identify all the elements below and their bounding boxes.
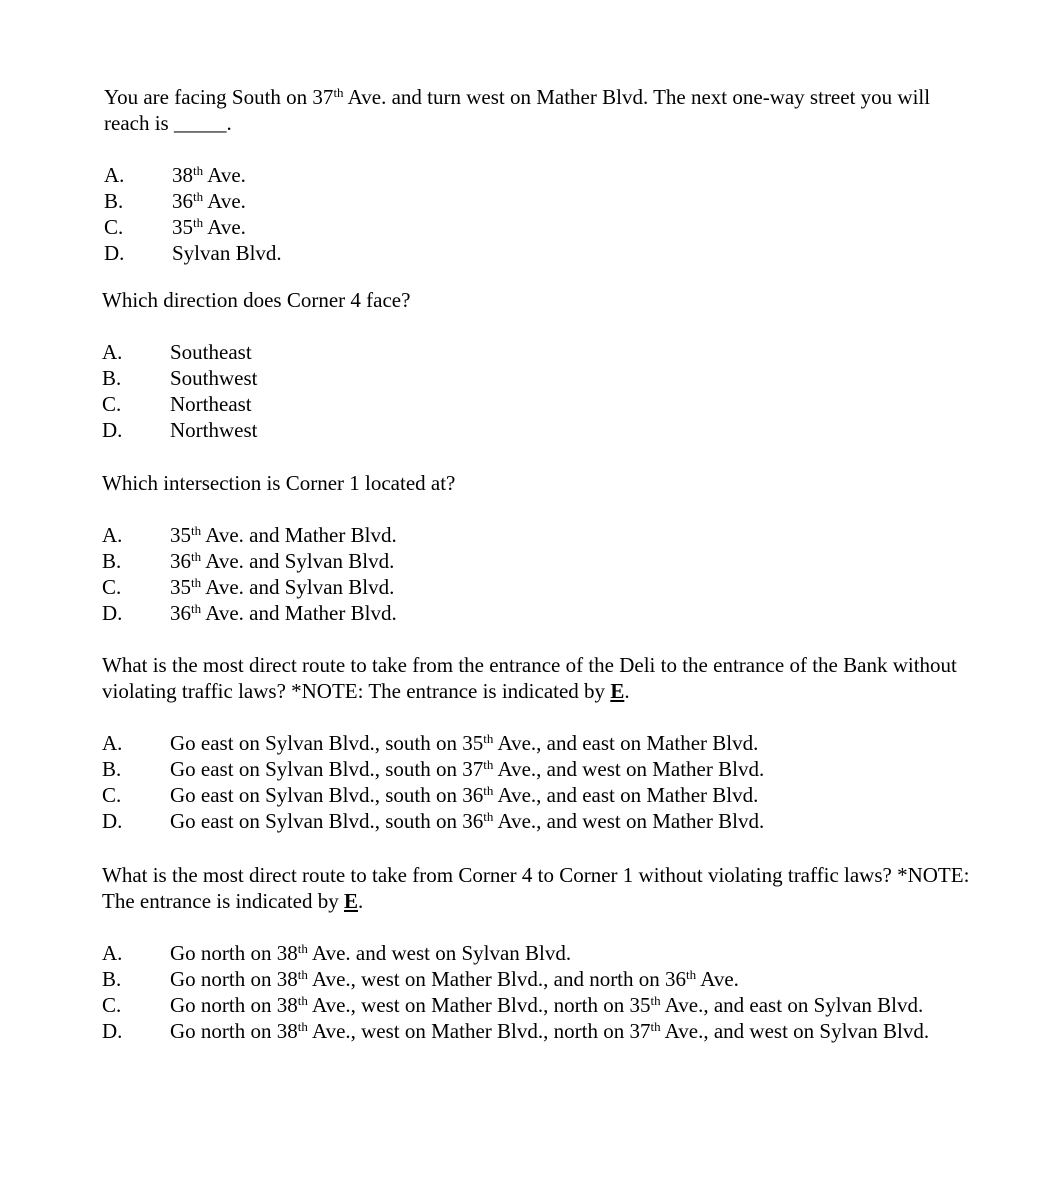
- answer-option[interactable]: [102, 782, 972, 808]
- question-stem: [102, 470, 972, 496]
- text-segment: .: [624, 679, 630, 703]
- option-text: [170, 808, 972, 834]
- text-segment: 35: [170, 575, 191, 599]
- option-letter: B.: [102, 366, 122, 390]
- entrance-marker: E: [610, 679, 625, 703]
- option-letter: A.: [104, 163, 125, 187]
- text-segment: Which intersection is Corner 1 located at?: [102, 471, 456, 495]
- text-segment: Northeast: [170, 392, 252, 416]
- answer-option[interactable]: [102, 548, 972, 574]
- superscript: th: [297, 993, 308, 1008]
- superscript: th: [297, 941, 308, 956]
- text-segment: Sylvan Blvd.: [172, 241, 282, 265]
- text-segment: Ave. and west on Sylvan Blvd.: [307, 941, 572, 965]
- answer-option[interactable]: [104, 162, 944, 188]
- option-letter: D.: [102, 1019, 123, 1043]
- superscript: th: [191, 549, 202, 564]
- text-segment: Go east on Sylvan Blvd., south on 37: [170, 757, 484, 781]
- answer-option[interactable]: [102, 339, 972, 365]
- text-segment: 36: [172, 189, 193, 213]
- option-letter: A.: [102, 340, 123, 364]
- text-segment: Northwest: [170, 418, 258, 442]
- option-letter: A.: [102, 731, 123, 755]
- entrance-marker: E: [343, 889, 358, 913]
- answer-option[interactable]: [102, 522, 972, 548]
- text-segment: Go north on 38: [170, 941, 298, 965]
- text-segment: Ave., and west on Mather Blvd.: [493, 809, 765, 833]
- text-segment: Ave., and east on Sylvan Blvd.: [660, 993, 924, 1017]
- question-stem: [102, 652, 972, 704]
- option-text: [170, 365, 972, 391]
- superscript: th: [686, 967, 697, 982]
- text-segment: Ave. and Mather Blvd.: [201, 523, 397, 547]
- option-text: [172, 240, 944, 266]
- answer-option[interactable]: [102, 756, 972, 782]
- question-4: [102, 652, 972, 834]
- option-text: [170, 782, 972, 808]
- text-segment: Ave., west on Mather Blvd., north on 35: [307, 993, 651, 1017]
- text-segment: Ave., and west on Mather Blvd.: [493, 757, 765, 781]
- option-text: [170, 730, 972, 756]
- option-text: [170, 966, 972, 992]
- option-letter: D.: [104, 241, 125, 265]
- option-text: [170, 600, 972, 626]
- answer-option[interactable]: [102, 391, 972, 417]
- answer-option[interactable]: [102, 730, 972, 756]
- text-segment: What is the most direct route to take from the entrance of the Deli to the entrance of the Bank without violating traffic laws? *NOTE: The entrance is indicated by: [102, 653, 957, 703]
- superscript: th: [191, 523, 202, 538]
- text-segment: Which direction does Corner 4 face?: [102, 288, 411, 312]
- option-letter: B.: [102, 757, 122, 781]
- option-text: [172, 162, 944, 188]
- superscript: th: [193, 189, 204, 204]
- answer-options: [102, 339, 972, 443]
- answer-option[interactable]: [102, 417, 972, 443]
- answer-options: [104, 162, 944, 266]
- text-segment: 35: [172, 215, 193, 239]
- text-segment: Ave.: [203, 189, 246, 213]
- text-segment: Ave., and west on Sylvan Blvd.: [660, 1019, 930, 1043]
- option-text: [170, 1018, 972, 1044]
- superscript: th: [297, 1019, 308, 1034]
- option-text: [170, 992, 972, 1018]
- option-letter: B.: [104, 189, 124, 213]
- text-segment: Go north on 38: [170, 967, 298, 991]
- superscript: th: [193, 215, 204, 230]
- option-text: [170, 756, 972, 782]
- option-letter: A.: [102, 523, 123, 547]
- option-text: [170, 391, 972, 417]
- question-stem: [104, 84, 944, 136]
- option-letter: C.: [104, 215, 124, 239]
- superscript: th: [191, 601, 202, 616]
- option-letter: C.: [102, 392, 122, 416]
- answer-option[interactable]: [104, 214, 944, 240]
- superscript: th: [191, 575, 202, 590]
- text-segment: What is the most direct route to take from Corner 4 to Corner 1 without violating traffic laws? *NOTE: The entrance is indicated by: [102, 863, 970, 913]
- question-2: [102, 287, 972, 443]
- option-letter: D.: [102, 601, 123, 625]
- question-1: [104, 84, 944, 266]
- option-text: [170, 339, 972, 365]
- option-text: [170, 522, 972, 548]
- text-segment: You are facing South on 37: [104, 85, 334, 109]
- option-letter: B.: [102, 549, 122, 573]
- text-segment: Ave., west on Mather Blvd., north on 37: [307, 1019, 651, 1043]
- superscript: th: [483, 731, 494, 746]
- text-segment: Ave. and turn west on Mather Blvd. The next one-way street you will reach is _____.: [104, 85, 931, 135]
- superscript: th: [483, 757, 494, 772]
- option-text: [170, 940, 972, 966]
- answer-option[interactable]: [102, 992, 972, 1018]
- option-letter: B.: [102, 967, 122, 991]
- answer-options: [102, 730, 972, 834]
- option-letter: C.: [102, 575, 122, 599]
- text-segment: Ave., and east on Mather Blvd.: [493, 783, 759, 807]
- text-segment: .: [358, 889, 364, 913]
- answer-option[interactable]: [102, 365, 972, 391]
- answer-option[interactable]: [104, 240, 944, 266]
- answer-option[interactable]: [102, 940, 972, 966]
- text-segment: Ave. and Sylvan Blvd.: [201, 575, 395, 599]
- answer-option[interactable]: [104, 188, 944, 214]
- option-text: [172, 214, 944, 240]
- question-3: [102, 470, 972, 626]
- superscript: th: [483, 809, 494, 824]
- text-segment: Go north on 38: [170, 993, 298, 1017]
- option-text: [170, 548, 972, 574]
- text-segment: Go east on Sylvan Blvd., south on 36: [170, 809, 484, 833]
- answer-options: [102, 940, 972, 1044]
- option-letter: D.: [102, 809, 123, 833]
- option-text: [172, 188, 944, 214]
- superscript: th: [333, 85, 344, 100]
- option-letter: A.: [102, 941, 123, 965]
- text-segment: Ave.: [203, 163, 246, 187]
- text-segment: Ave. and Mather Blvd.: [201, 601, 397, 625]
- superscript: th: [193, 163, 204, 178]
- answer-option[interactable]: [102, 966, 972, 992]
- option-letter: C.: [102, 993, 122, 1017]
- text-segment: Ave.: [203, 215, 246, 239]
- question-5: [102, 862, 972, 1044]
- text-segment: Southwest: [170, 366, 258, 390]
- superscript: th: [297, 967, 308, 982]
- option-text: [170, 417, 972, 443]
- answer-option[interactable]: [102, 808, 972, 834]
- text-segment: Ave. and Sylvan Blvd.: [201, 549, 395, 573]
- text-segment: Southeast: [170, 340, 252, 364]
- option-letter: D.: [102, 418, 123, 442]
- answer-options: [102, 522, 972, 626]
- text-segment: Ave., and east on Mather Blvd.: [493, 731, 759, 755]
- text-segment: Go north on 38: [170, 1019, 298, 1043]
- option-text: [170, 574, 972, 600]
- text-segment: 35: [170, 523, 191, 547]
- text-segment: 36: [170, 549, 191, 573]
- superscript: th: [650, 1019, 661, 1034]
- option-letter: C.: [102, 783, 122, 807]
- text-segment: Ave.: [696, 967, 739, 991]
- text-segment: Ave., west on Mather Blvd., and north on 36: [307, 967, 687, 991]
- answer-option[interactable]: [102, 600, 972, 626]
- text-segment: Go east on Sylvan Blvd., south on 35: [170, 731, 484, 755]
- question-stem: [102, 287, 972, 313]
- text-segment: 38: [172, 163, 193, 187]
- answer-option[interactable]: [102, 1018, 972, 1044]
- answer-option[interactable]: [102, 574, 972, 600]
- text-segment: 36: [170, 601, 191, 625]
- text-segment: Go east on Sylvan Blvd., south on 36: [170, 783, 484, 807]
- question-stem: [102, 862, 972, 914]
- superscript: th: [483, 783, 494, 798]
- superscript: th: [650, 993, 661, 1008]
